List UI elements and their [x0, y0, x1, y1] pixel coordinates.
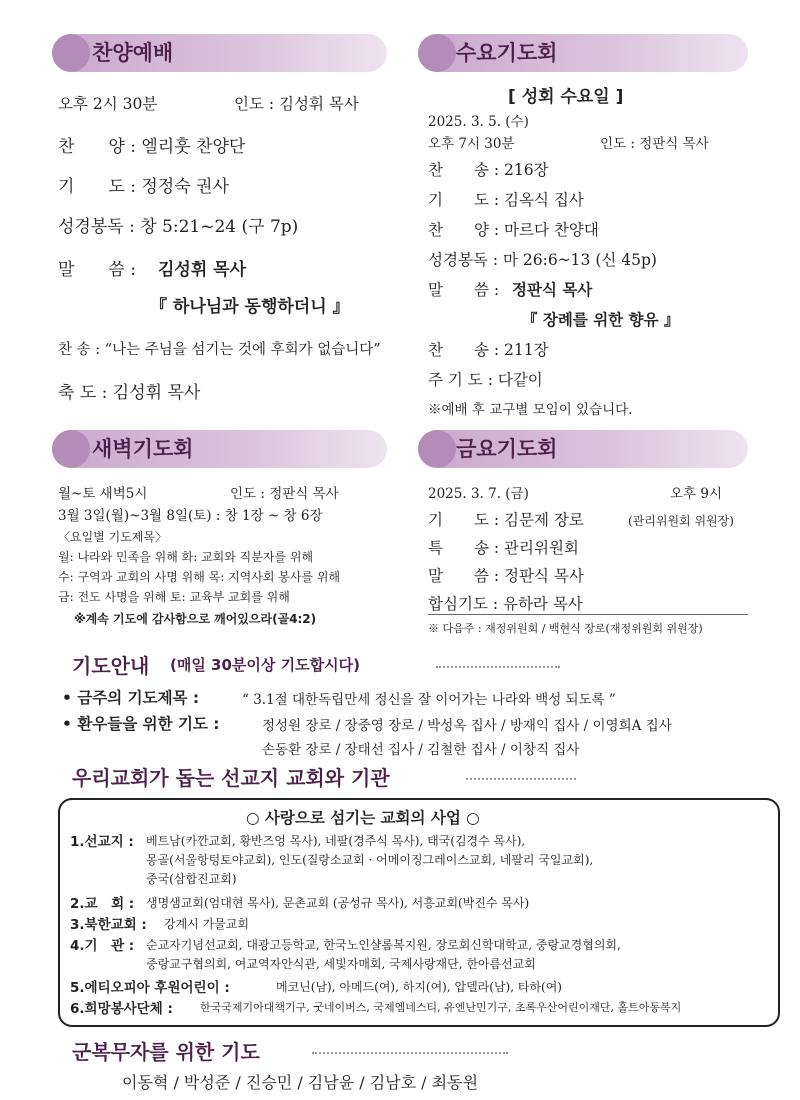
wednesday-note: ※예배 후 교구별 모임이 있습니다. [428, 402, 633, 418]
mission-row-label: 6.희망봉사단체 : [70, 1001, 173, 1017]
wednesday-time: 오후 7시 30분 [428, 136, 515, 152]
friday-special: 특 송 : 관리위원회 [428, 539, 579, 557]
wednesday-sermon-label: 말 씀 : [428, 281, 500, 299]
missions-box-title: ○ 사랑으로 섬기는 교회의 사업 ○ [246, 809, 480, 827]
worship-hymn: 찬 송 : “나는 주님을 섬기는 것에 후회가 없습니다” [58, 342, 381, 358]
wednesday-hymn1: 찬 송 : 216장 [428, 161, 549, 179]
mission-row-label: 1.선교지 : [70, 834, 134, 850]
wednesday-reading: 성경봉독 : 마 26:6~13 (신 45p) [428, 251, 657, 269]
worship-leader: 인도 : 김성휘 목사 [234, 95, 359, 113]
wednesday-prayer: 기 도 : 김옥식 집사 [428, 191, 584, 209]
dawn-topic-row: 월: 나라와 민족을 위해 화: 교회와 직분자를 위해 [58, 550, 314, 564]
mission-row-label: 2.교 회 : [70, 896, 135, 912]
prayer-guide-subtitle: (매일 30분이상 기도합시다) [170, 656, 360, 674]
worship-benediction: 축 도 : 김성휘 목사 [58, 383, 201, 403]
friday-prayer: 기 도 : 김문제 장로 [428, 511, 584, 529]
wednesday-date: 2025. 3. 5. (수) [428, 114, 529, 130]
dotted-leader [466, 778, 576, 780]
friday-unity: 합심기도 : 유하라 목사 [428, 595, 583, 613]
mission-row-text: 몽골(서울항텅토야교회), 인도(질랑소교회 · 어메이징그레이스교회, 네팔리 국일교회), [146, 853, 594, 867]
soldiers-names: 이동혁 / 박성준 / 진승민 / 김남윤 / 김남호 / 최동원 [122, 1073, 479, 1092]
mission-row-label: 3.북한교회 : [70, 917, 147, 933]
dotted-leader [312, 1052, 508, 1054]
friday-divider [428, 614, 748, 615]
wednesday-subtitle: [ 성회 수요일 ] [508, 87, 624, 107]
worship-sermon-title: 『 하나님과 동행하더니 』 [150, 297, 350, 317]
mission-row-text: 순교자기념선교회, 대광고등학교, 한국노인샬롬복지원, 장로회신학대학교, 중랑교경협의회, [146, 938, 621, 952]
mission-row-text: 중랑교구협의회, 여교역자안식관, 세빛자매회, 국제사랑재단, 한아름선교회 [146, 957, 536, 971]
wednesday-lords-prayer: 주 기 도 : 다같이 [428, 371, 543, 389]
mission-row-label: 4.기 관 : [70, 938, 135, 954]
dawn-leader: 인도 : 정판식 목사 [230, 486, 339, 502]
sick-prayer-label: • 환우들을 위한 기도 : [62, 712, 219, 734]
wednesday-hymn2: 찬 송 : 211장 [428, 341, 549, 359]
dawn-topics-header: 〈요일별 기도제목〉 [58, 530, 167, 544]
dawn-topic-row: 수: 구역과 교회의 사명 위해 목: 지역사회 봉사를 위해 [58, 570, 341, 584]
worship-time: 오후 2시 30분 [58, 95, 158, 113]
sick-prayer-line: 정성원 장로 / 장중영 장로 / 박성옥 집사 / 방재익 집사 / 이영희A 집사 [262, 718, 672, 734]
friday-next: ※ 다음주 : 재정위원회 / 백현식 장로(재정위원회 위원장) [428, 622, 703, 635]
mission-row-label: 5.에티오피아 후원어린이 : [70, 980, 230, 996]
weekly-prayer-text: “ 3.1절 대한독립만세 정신을 잘 이어가는 나라와 백성 되도록 ” [242, 692, 616, 708]
prayer-guide-title: 기도안내 [72, 654, 150, 678]
dawn-verse: ※계속 기도에 감사함으로 깨어있으라(골4:2) [74, 612, 317, 626]
friday-title: 금요기도회 [456, 437, 558, 461]
worship-reading: 성경봉독 : 창 5:21~24 (구 7p) [58, 217, 299, 237]
mission-row-text: 생명샘교회(엄대현 목사), 문촌교회 (공성규 목사), 서흥교회(박진수 목사) [146, 896, 530, 910]
friday-prayer-note: (관리위원회 위원장) [628, 514, 734, 528]
worship-sermon-speaker: 김성휘 목사 [158, 260, 247, 280]
friday-sermon: 말 씀 : 정판식 목사 [428, 567, 584, 585]
worship-prayer: 기 도 : 정정숙 권사 [58, 177, 229, 197]
worship-sermon-label: 말 씀 : [58, 260, 136, 280]
worship-praise: 찬 양 : 엘리훗 찬양단 [58, 137, 246, 157]
friday-time: 오후 9시 [670, 486, 723, 502]
missions-title: 우리교회가 돕는 선교지 교회와 기관 [72, 766, 390, 790]
wednesday-leader: 인도 : 정판식 목사 [600, 136, 709, 152]
weekly-prayer-label: • 금주의 기도제목 : [62, 686, 199, 708]
mission-row-text: 중국(삼합진교회) [146, 872, 237, 886]
dawn-title: 새벽기도회 [92, 437, 194, 461]
mission-row-text: 한국국제기아대책기구, 굿네이버스, 국제엠네스티, 유엔난민기구, 초록우산어린이재단, 홀트아동복지 [200, 1001, 682, 1014]
dotted-leader [436, 666, 560, 668]
wednesday-sermon-title: 『 장례를 위한 향유 』 [522, 311, 680, 329]
sick-prayer-line: 손동환 장로 / 장태선 집사 / 김철한 집사 / 이창직 집사 [262, 742, 580, 758]
wednesday-title: 수요기도회 [456, 41, 558, 65]
wednesday-praise: 찬 양 : 마르다 찬양대 [428, 221, 599, 239]
wednesday-sermon-speaker: 정판식 목사 [512, 281, 593, 299]
dawn-topic-row: 금: 전도 사명을 위해 토: 교육부 교회를 위해 [58, 590, 290, 604]
mission-row-text: 메코닌(남), 아메드(여), 하지(여), 압델라(남), 타하(여) [276, 980, 562, 994]
worship-title: 찬양예배 [92, 41, 174, 65]
mission-row-text: 강계시 가물교회 [164, 917, 249, 931]
dawn-range: 3월 3일(월)~3월 8일(토) : 창 1장 ~ 창 6장 [58, 508, 323, 524]
mission-row-text: 베트남(카깐교회, 황반즈엉 목사), 네팔(경주식 목사), 태국(김경수 목사), [146, 834, 526, 848]
dawn-schedule: 월~토 새벽5시 [58, 486, 148, 502]
soldiers-title: 군복무자를 위한 기도 [72, 1040, 260, 1064]
friday-date: 2025. 3. 7. (금) [428, 486, 529, 502]
